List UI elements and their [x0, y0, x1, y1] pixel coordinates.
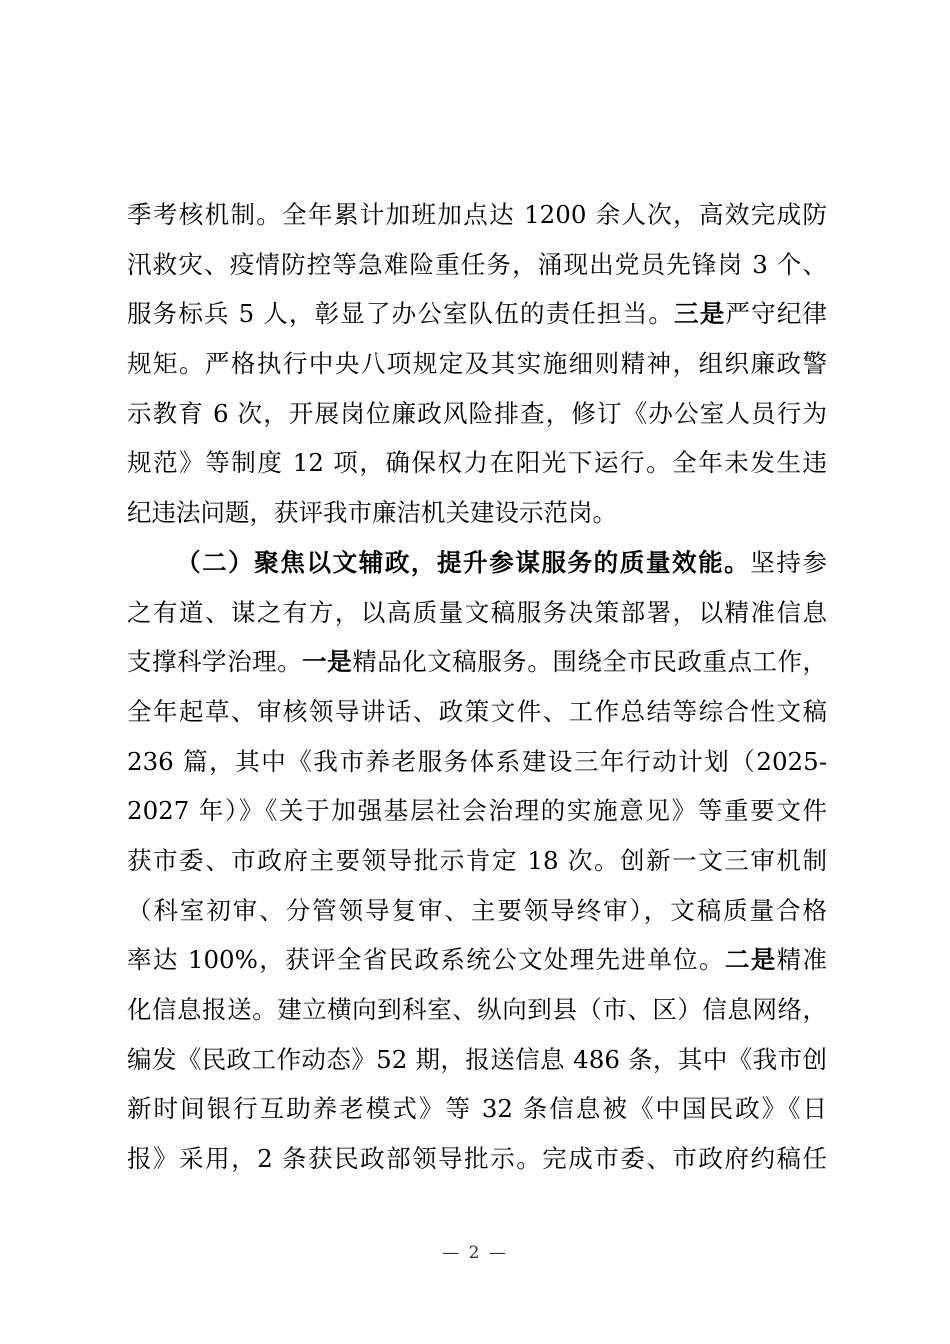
page-number: — 2 —: [442, 1243, 508, 1263]
text-segment: 精准: [776, 945, 827, 975]
text-segment: 规矩。严格执行中央八项规定及其实施细则精神，组织廉政警: [127, 349, 827, 379]
text-segment: 编发《民政工作动态》52 期，报送信息 486 条，其中《我市创: [127, 1044, 827, 1074]
text-line: [127, 289, 827, 339]
text-line: [127, 389, 827, 439]
text-segment: 率达 100%，获评全省民政系统公文处理先进单位。: [127, 945, 725, 975]
text-line: [127, 240, 827, 290]
text-segment: 规范》等制度 12 项，确保权力在阳光下运行。全年未发生违: [127, 448, 827, 478]
text-line: [127, 637, 827, 687]
text-segment: 精品化文稿服务。围绕全市民政重点工作，: [352, 647, 828, 677]
text-segment: （科室初审、分管领导复审、主要领导终审），文稿质量合格: [127, 895, 827, 925]
text-segment: 纪违法问题，获评我市廉洁机关建设示范岗。: [127, 498, 617, 528]
text-line: [127, 190, 827, 240]
text-line: [127, 339, 827, 389]
text-line: [127, 687, 827, 737]
text-segment: 季考核机制。全年累计加班加点达 1200 余人次，高效完成防: [127, 200, 827, 229]
text-line: [127, 438, 827, 488]
text-segment: 报》采用，2 条获民政部领导批示。完成市委、市政府约稿任: [127, 1144, 827, 1174]
text-segment: 服务标兵 5 人，彰显了办公室队伍的责任担当。: [127, 299, 675, 329]
text-line: [127, 538, 827, 588]
text-line: [127, 488, 827, 538]
text-line: [127, 588, 827, 638]
text-segment: 新时间银行互助养老模式》等 32 条信息被《中国民政》《日: [127, 1094, 827, 1124]
text-line: [127, 935, 827, 985]
text-segment: 之有道、谋之有方，以高质量文稿服务决策部署，以精准信息: [127, 597, 827, 627]
text-segment: 示教育 6 次，开展岗位廉政风险排查，修订《办公室人员行为: [127, 398, 827, 428]
text-line: [127, 786, 827, 836]
text-segment: 汛救灾、疫情防控等急难险重任务，涌现出党员先锋岗 3 个、: [127, 249, 827, 279]
text-segment: 全年起草、审核领导讲话、政策文件、工作总结等综合性文稿: [127, 696, 827, 726]
text-line: [127, 985, 827, 1035]
text-segment: 化信息报送。建立横向到科室、纵向到县（市、区）信息网络，: [127, 995, 827, 1024]
bold-text-segment: 三是: [674, 299, 726, 329]
text-segment: 236 篇，其中《我市养老服务体系建设三年行动计划（2025-: [127, 746, 827, 776]
text-line: [127, 886, 827, 936]
text-segment: 支撑科学治理。: [127, 647, 303, 677]
text-segment: 2027 年）》《关于加强基层社会治理的实施意见》等重要文件: [127, 796, 827, 826]
text-segment: 严守纪律: [725, 299, 828, 329]
bold-text-segment: 一是: [302, 647, 353, 677]
text-line: [127, 836, 827, 886]
text-line: [127, 1035, 827, 1085]
text-line: [127, 1084, 827, 1134]
bold-text-segment: 二是: [724, 945, 777, 975]
text-line: [127, 1134, 827, 1184]
bold-text-segment: （二）聚焦以文辅政，提升参谋服务的质量效能。: [176, 547, 751, 577]
body-text: [127, 190, 827, 1184]
text-segment: 获市委、市政府主要领导批示肯定 18 次。创新一文三审机制: [127, 845, 827, 875]
text-segment: 坚持参: [750, 547, 828, 577]
text-line: [127, 737, 827, 787]
